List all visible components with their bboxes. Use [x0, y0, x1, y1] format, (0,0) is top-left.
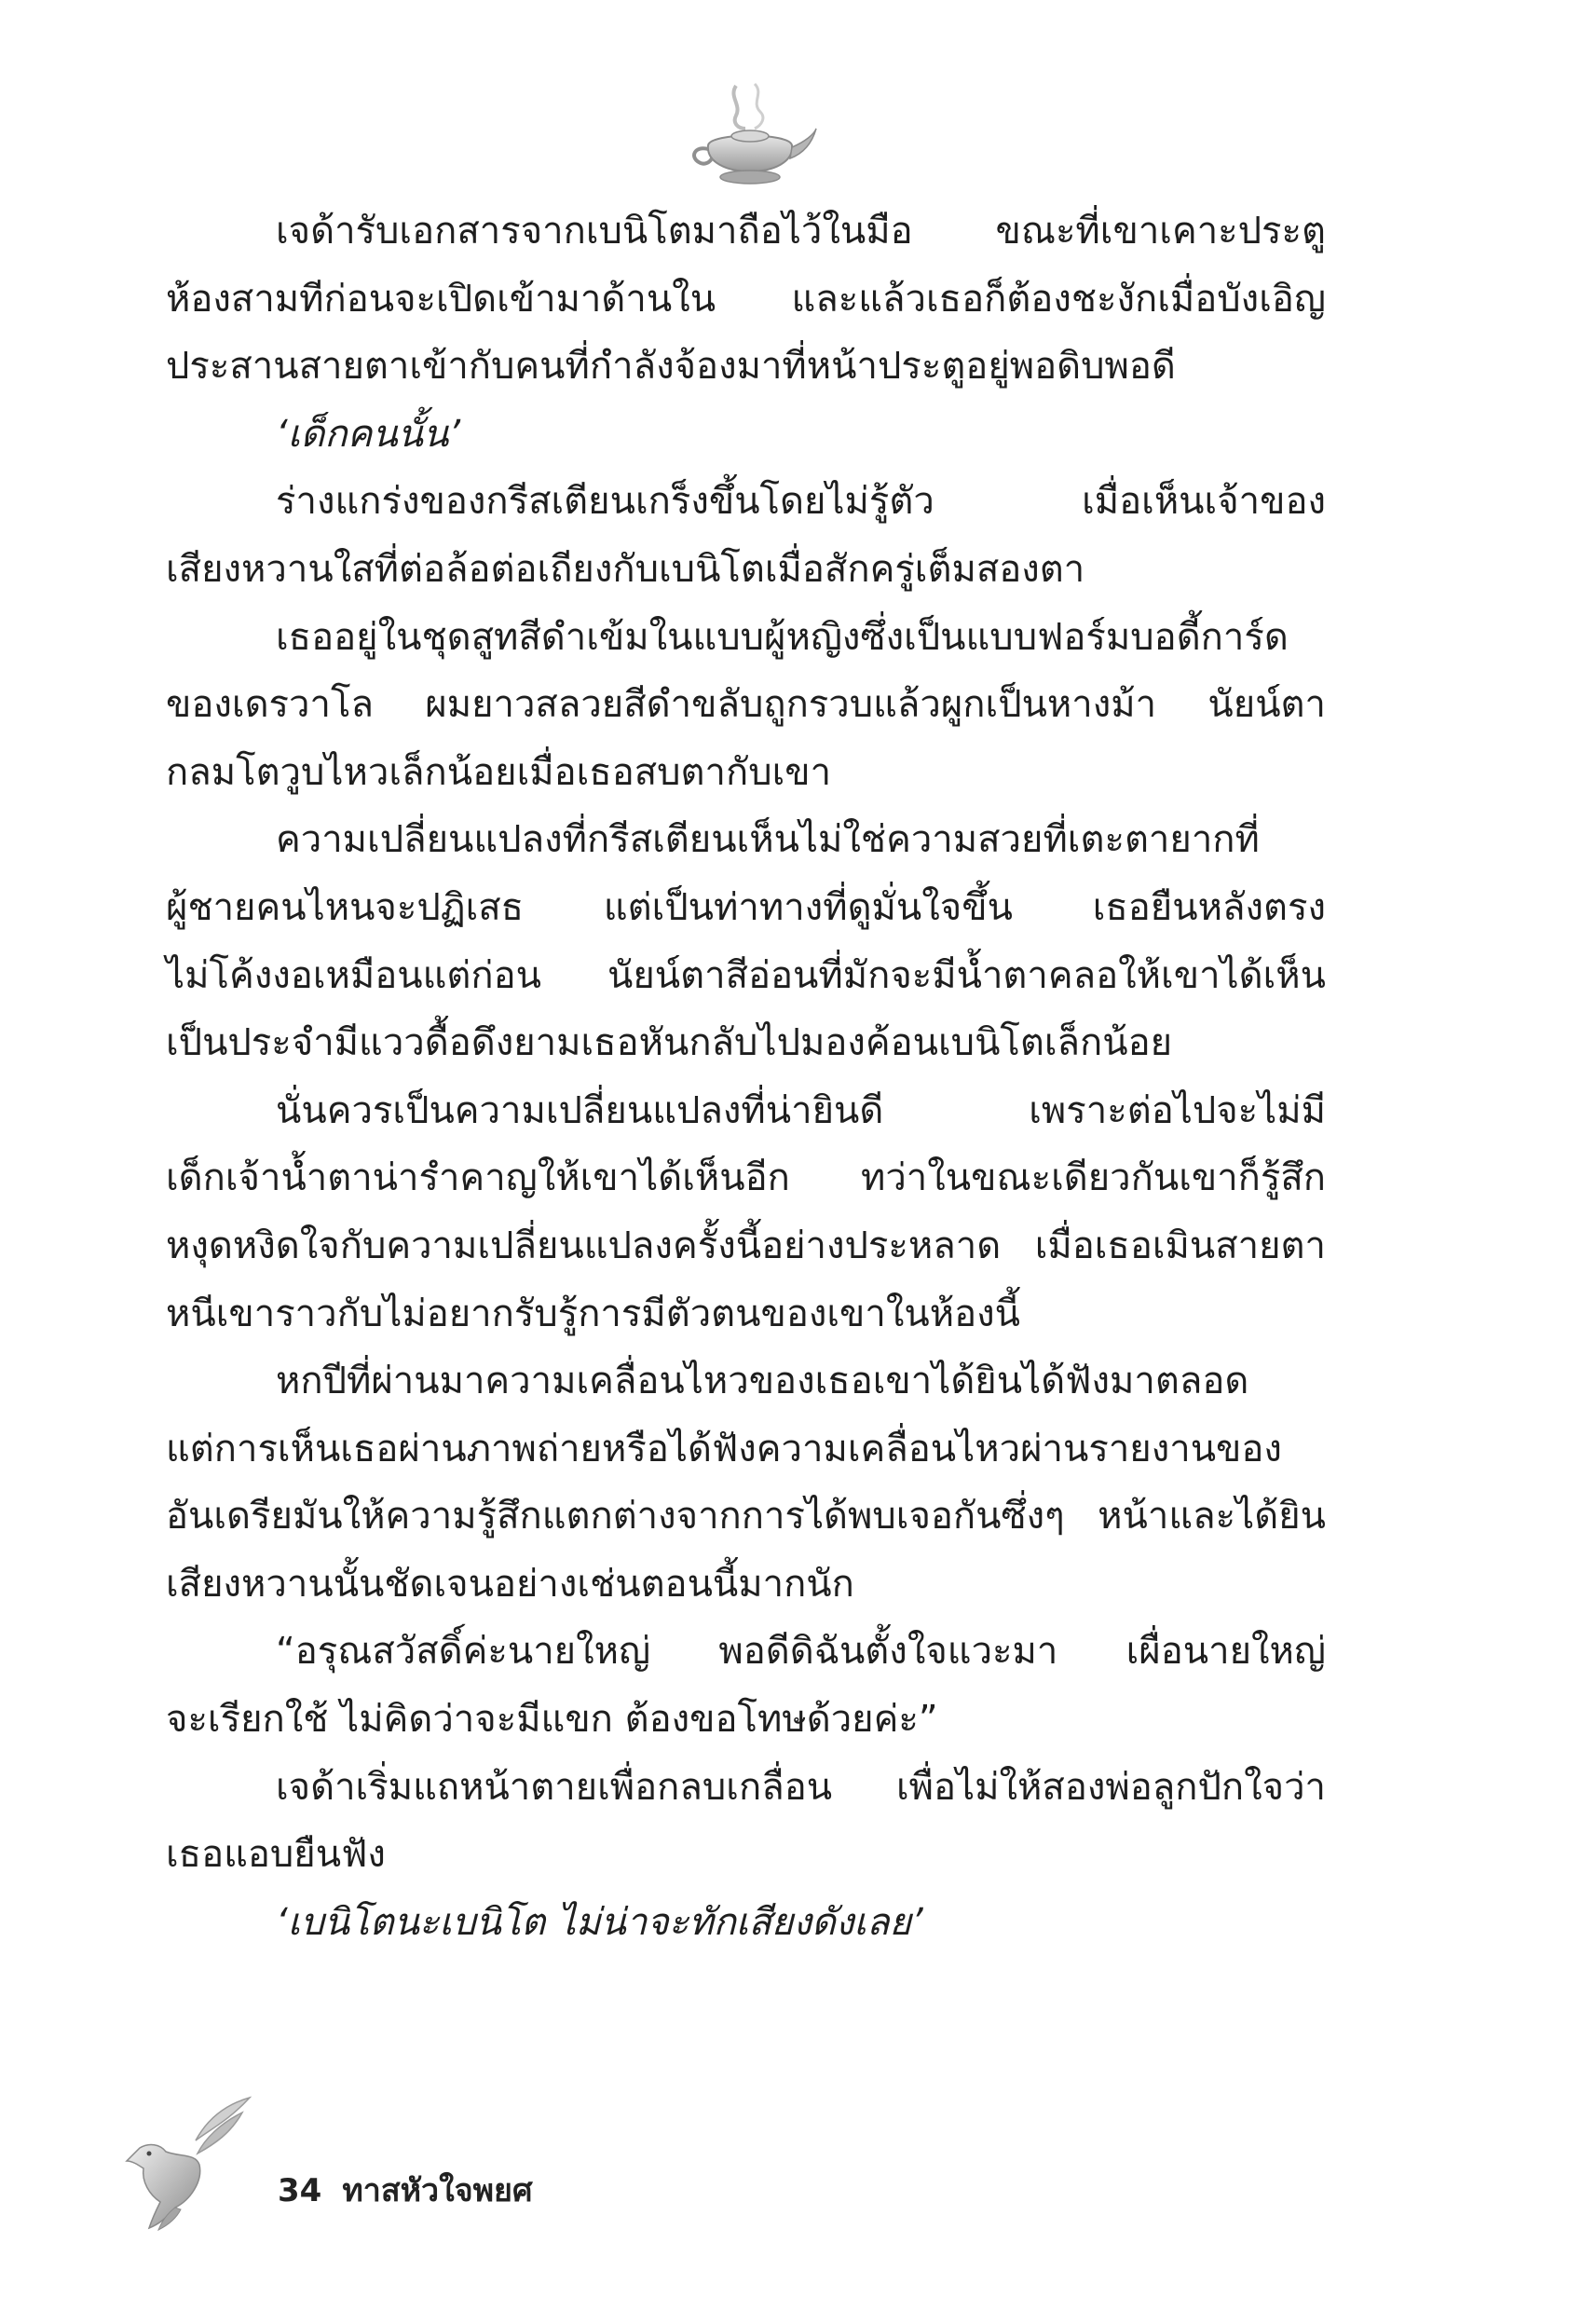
body-text [166, 198, 1326, 1956]
text-line: ร่างแกร่งของกรีสเตียนเกร็งขึ้นโดยไม่รู้ตัว เมื่อเห็นเจ้าของ [276, 480, 1326, 524]
text-line: เธอแอบยืนฟัง [166, 1833, 386, 1877]
page-footer [121, 2092, 680, 2232]
text-line: เธออยู่ในชุดสูทสีดำเข้มในแบบผู้หญิงซึ่งเป็นแบบฟอร์มบอดี้การ์ด [276, 615, 1289, 659]
text-line: เด็กเจ้าน้ำตาน่ารำคาญให้เขาได้เห็นอีก ทว่าในขณะเดียวกันเขาก็รู้สึก [166, 1156, 1326, 1200]
text-line: ผู้ชายคนไหนจะปฏิเสธ แต่เป็นท่าทางที่ดูมั่นใจขึ้น เธอยืนหลังตรง [166, 885, 1326, 929]
text-line: ห้องสามทีก่อนจะเปิดเข้ามาด้านใน และแล้วเธอก็ต้องชะงักเมื่อบังเอิญ [166, 277, 1326, 321]
text-line: เป็นประจำมีแววดื้อดึงยามเธอหันกลับไปมองค้อนเบนิโตเล็กน้อย [166, 1021, 1173, 1065]
text-line: ‘เด็กคนนั้น’ [276, 412, 461, 456]
text-line: นั่นควรเป็นความเปลี่ยนแปลงที่น่ายินดี เพราะต่อไปจะไม่มี [276, 1088, 1326, 1132]
text-line: ของเดรวาโล ผมยาวสลวยสีดำขลับถูกรวบแล้วผูกเป็นหางม้า นัยน์ตา [166, 683, 1326, 727]
text-line: เจด้ารับเอกสารจากเบนิโตมาถือไว้ในมือ ขณะที่เขาเคาะประตู [276, 210, 1326, 253]
text-line: หกปีที่ผ่านมาความเคลื่อนไหวของเธอเขาได้ยินได้ฟังมาตลอด [276, 1360, 1249, 1403]
text-line: ประสานสายตาเข้ากับคนที่กำลังจ้องมาที่หน้าประตูอยู่พอดิบพอดี [166, 345, 1176, 389]
text-line: จะเรียกใช้ ไม่คิดว่าจะมีแขก ต้องขอโทษด้วยค่ะ” [166, 1698, 938, 1742]
text-line: เสียงหวานนั้นชัดเจนอย่างเช่นตอนนี้มากนัก [166, 1562, 854, 1606]
genie-lamp-icon [680, 76, 820, 188]
text-line: หงุดหงิดใจกับความเปลี่ยนแปลงครั้งนี้อย่างประหลาด เมื่อเธอเมินสายตา [166, 1224, 1326, 1267]
text-line: หนีเขาราวกับไม่อยากรับรู้การมีตัวตนของเขาในห้องนี้ [166, 1292, 1020, 1335]
dove-icon [121, 2092, 252, 2232]
text-line: “อรุณสวัสดิ์ค่ะนายใหญ่ พอดีดิฉันตั้งใจแวะมา เผื่อนายใหญ่ [276, 1630, 1326, 1674]
running-title: ทาสหัวใจพยศ [342, 2172, 533, 2209]
text-line: เสียงหวานใสที่ต่อล้อต่อเถียงกับเบนิโตเมื่อสักครู่เต็มสองตา [166, 547, 1085, 591]
page-number: 34 [278, 2172, 322, 2209]
page-footer-text [278, 2165, 533, 2215]
text-line: กลมโตวูบไหวเล็กน้อยเมื่อเธอสบตากับเขา [166, 750, 832, 794]
text-line: ไม่โค้งงอเหมือนแต่ก่อน นัยน์ตาสีอ่อนที่มักจะมีน้ำตาคลอให้เขาได้เห็น [166, 953, 1326, 997]
text-line: เจด้าเริ่มแถหน้าตายเพื่อกลบเกลื่อน เพื่อไม่ให้สองพ่อลูกปักใจว่า [276, 1765, 1326, 1809]
text-line: แต่การเห็นเธอผ่านภาพถ่ายหรือได้ฟังความเคลื่อนไหวผ่านรายงานของ [166, 1427, 1282, 1470]
text-line: อันเดรียมันให้ความรู้สึกแตกต่างจากการได้พบเจอกันซึ่งๆ หน้าและได้ยิน [166, 1495, 1326, 1538]
text-line: ความเปลี่ยนแปลงที่กรีสเตียนเห็นไม่ใช่ความสวยที่เตะตายากที่ [276, 818, 1260, 862]
text-line: ‘เบนิโตนะเบนิโต ไม่น่าจะทักเสียงดังเลย’ [276, 1900, 923, 1944]
